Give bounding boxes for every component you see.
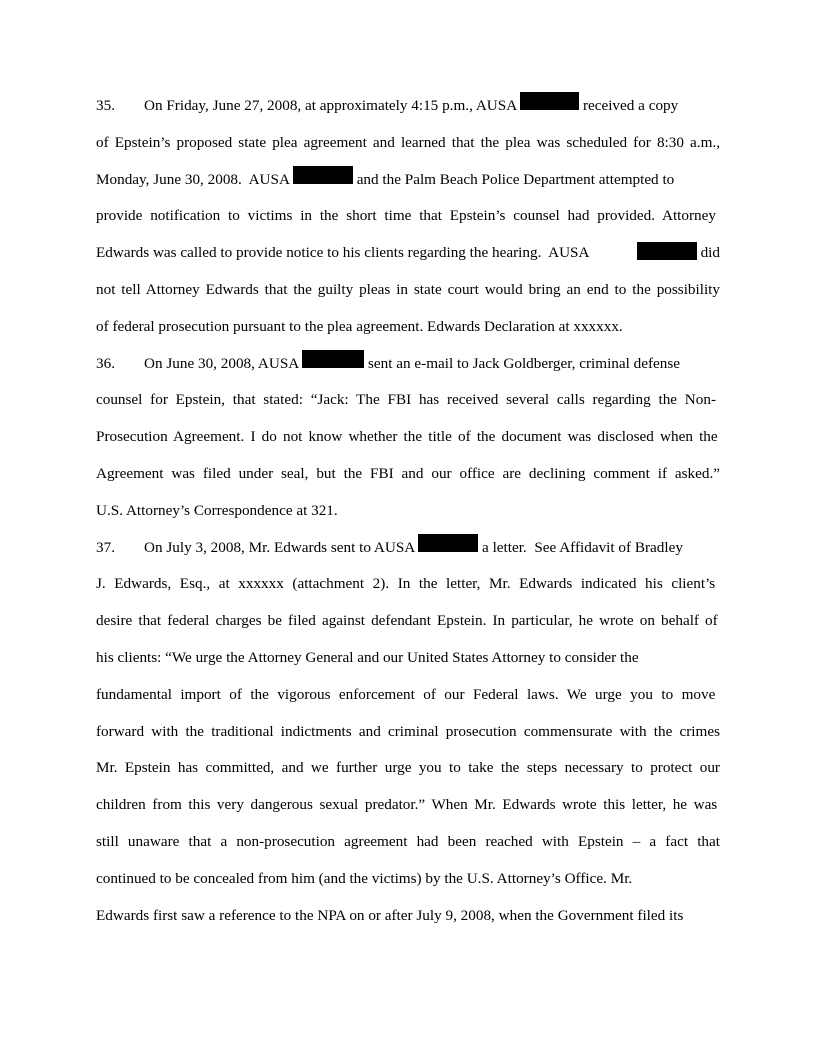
paragraph-number: 35. (96, 97, 115, 114)
paragraph-35-line-4: provide notification to victims in the short time that Epstein’s counsel had provided. Attorney (96, 207, 716, 225)
paragraph-37-line-4: his clients: “We urge the Attorney General and our United States Attorney to consider the (96, 648, 639, 666)
redaction-block (293, 166, 353, 184)
paragraph-number: 36. (96, 354, 115, 372)
paragraph-37-line-8: children from this very dangerous sexual predator.” When Mr. Edwards wrote this letter, he was (96, 796, 718, 814)
paragraph-37-line-2: J. Edwards, Esq., at xxxxxx (attachment 2). In the letter, Mr. Edwards indicated his client’s (96, 575, 716, 593)
paragraph-35-line-2: of Epstein’s proposed state plea agreement and learned that the plea was scheduled for 8:30 a.m., (96, 133, 720, 151)
redaction-block (418, 534, 478, 552)
paragraph-37-line-3: desire that federal charges be filed against defendant Epstein. In particular, he wrote on behalf of (96, 612, 718, 630)
paragraph-36-line-1: 36. On June 30, 2008, AUSA sent an e-mail to Jack Goldberger, criminal defense (96, 348, 720, 385)
paragraph-36-line-5: U.S. Attorney’s Correspondence at 321. (96, 501, 338, 519)
paragraph-37-line-1: 37. On July 3, 2008, Mr. Edwards sent to AUSA a letter. See Affidavit of Bradley (96, 532, 720, 569)
paragraph-37-line-10: continued to be concealed from him (and the victims) by the U.S. Attorney’s Office. Mr. (96, 869, 633, 887)
paragraph-35-line-7: of federal prosecution pursuant to the plea agreement. Edwards Declaration at xxxxxx. (96, 317, 623, 335)
paragraph-36-line-4: Agreement was filed under seal, but the FBI and our office are declining comment if asked.” (96, 464, 720, 482)
paragraph-36-line-2: counsel for Epstein, that stated: “Jack: The FBI has received several calls regarding the Non- (96, 391, 717, 409)
paragraph-36-line-3: Prosecution Agreement. I do not know whether the title of the document was disclosed when the (96, 428, 718, 446)
paragraph-35-line-3: Monday, June 30, 2008. AUSA and the Palm Beach Police Department attempted to (96, 164, 720, 201)
paragraph-37-line-6: forward with the traditional indictments and criminal prosecution commensurate with the crimes (96, 722, 720, 740)
paragraph-37-line-7: Mr. Epstein has committed, and we further urge you to take the steps necessary to protect our (96, 759, 720, 777)
paragraph-37-line-5: fundamental import of the vigorous enforcement of our Federal laws. We urge you to move (96, 685, 716, 703)
document-page (96, 90, 720, 936)
paragraph-37-line-11: Edwards first saw a reference to the NPA on or after July 9, 2008, when the Government filed its (96, 906, 684, 924)
paragraph-35-line-5: Edwards was called to provide notice to his clients regarding the hearing. AUSA did (96, 244, 720, 262)
paragraph-35-line-6: not tell Attorney Edwards that the guilty pleas in state court would bring an end to the possibility (96, 280, 720, 298)
redaction-block (520, 92, 579, 110)
paragraph-35-line-1: 35. On Friday, June 27, 2008, at approximately 4:15 p.m., AUSA received a copy (96, 90, 720, 127)
redaction-block (637, 242, 697, 260)
paragraph-37-line-9: still unaware that a non-prosecution agreement had been reached with Epstein – a fact that (96, 832, 720, 850)
redaction-block (302, 350, 364, 368)
paragraph-number: 37. (96, 538, 115, 556)
